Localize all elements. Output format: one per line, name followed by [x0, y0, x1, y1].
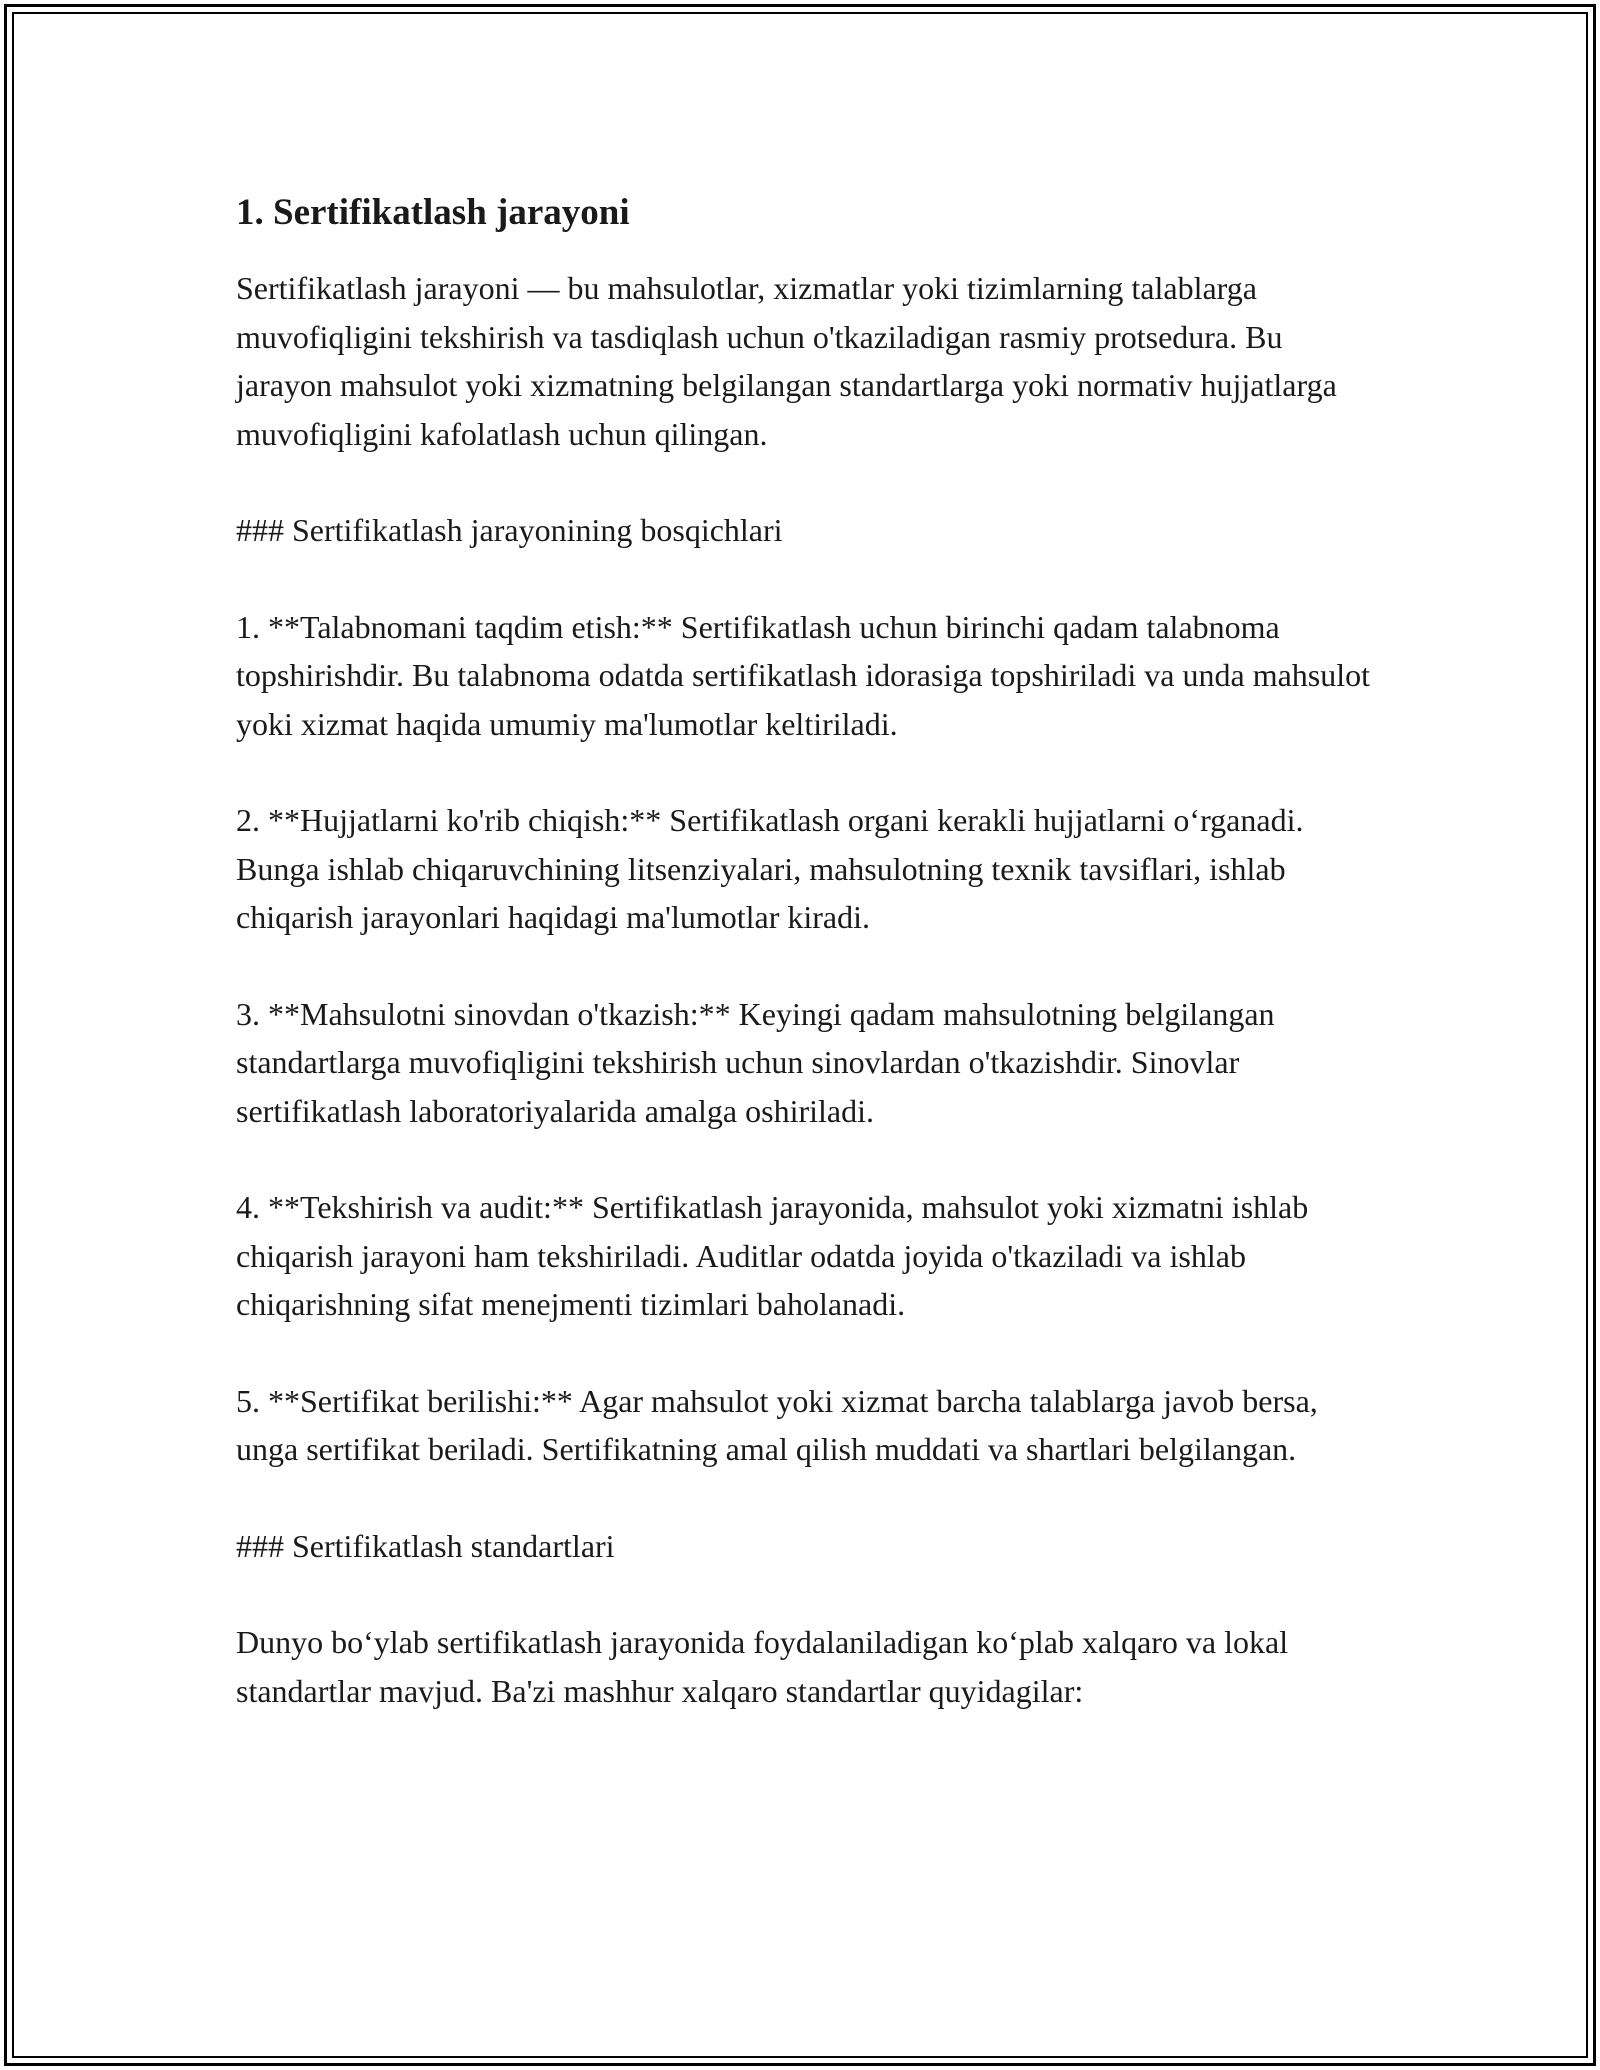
- intro-paragraph: Sertifikatlash jarayoni — bu mahsulotlar, xizmatlar yoki tizimlarning talablarga muvofiqligini tekshirish va tasdiqlash uchun o'tkaziladigan rasmiy protsedura. Bu jarayon mahsulot yoki xizmatning belgilangan standartlarga yoki normativ hujjatlarga muvofiqligini kafolatlash uchun qilingan.: [236, 270, 1337, 452]
- document-body: [236, 186, 1386, 1763]
- stage-1-paragraph: 1. **Talabnomani taqdim etish:** Sertifikatlash uchun birinchi qadam talabnoma topshirishdir. Bu talabnoma odatda sertifikatlash idorasiga topshiriladi va unda mahsulot yoki xizmat haqida umumiy ma'lumotlar keltiriladi.: [236, 608, 1371, 742]
- section-heading-stages: ### Sertifikatlash jarayonining bosqichlari: [236, 512, 783, 548]
- stage-2-paragraph: 2. **Hujjatlarni ko'rib chiqish:** Sertifikatlash organi kerakli hujjatlarni o‘rganadi. Bunga ishlab chiqaruvchining litsenziyalari, mahsulotning texnik tavsiflari, ishlab chiqarish jarayonlari haqidagi ma'lumotlar kiradi.: [236, 802, 1304, 935]
- stage-5-paragraph: 5. **Sertifikat berilishi:** Agar mahsulot yoki xizmat barcha talablarga javob bersa, unga sertifikat beriladi. Sertifikatning amal qilish muddati va shartlari belgilangan.: [236, 1382, 1318, 1467]
- document-title: 1. Sertifikatlash jarayoni: [236, 192, 630, 233]
- standards-paragraph: Dunyo bo‘ylab sertifikatlash jarayonida foydalaniladigan ko‘plab xalqaro va lokal standartlar mavjud. Ba'zi mashhur xalqaro standartlar quyidagilar:: [236, 1624, 1289, 1709]
- section-heading-standards: ### Sertifikatlash standartlari: [236, 1527, 615, 1564]
- stage-3-paragraph: 3. **Mahsulotni sinovdan o'tkazish:** Keyingi qadam mahsulotning belgilangan standartlarga muvofiqligini tekshirish uchun sinovlardan o'tkazishdir. Sinovlar sertifikatlash laboratoriyalarida amalga oshiriladi.: [236, 995, 1275, 1129]
- stage-4-paragraph: 4. **Tekshirish va audit:** Sertifikatlash jarayonida, mahsulot yoki xizmatni ishlab chiqarish jarayoni ham tekshiriladi. Auditlar odatda joyida o'tkaziladi va ishlab chiqarishning sifat menejmenti tizimlari baholanadi.: [236, 1189, 1309, 1322]
